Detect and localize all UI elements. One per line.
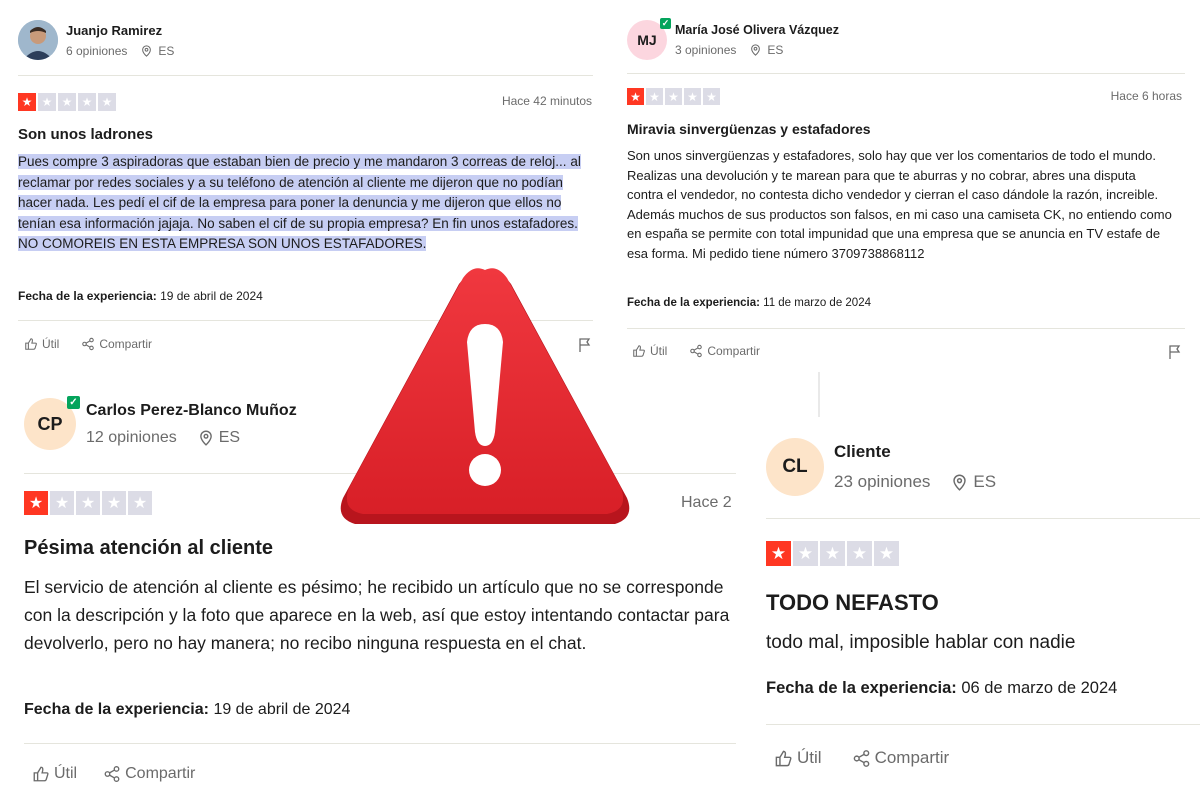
review-body-text: Pues compre 3 aspiradoras que estaban bien de precio y me mandaron 3 correas de reloj... al reclamar por redes sociales y a su teléfono de atención al cliente me dijeron que no podían hacer nada. Les pedí el cif de la empresa para poner la denuncia y me dijeron que ellos no tenían esa información jajaja. No saben el cif de su propia empresa? En fin unos estafadores. NO COMOREIS EN ESTA EMPRESA SON UNOS ESTAFADORES. (18, 154, 581, 251)
share-button[interactable] (103, 765, 195, 783)
opinion-count: 12 opiniones (86, 428, 177, 446)
star-icon: ★ (665, 88, 682, 105)
flag-icon[interactable] (1168, 344, 1182, 360)
opinion-count: 6 opiniones (66, 43, 128, 58)
experience-date-label: Fecha de la experiencia: (766, 679, 957, 697)
avatar-photo[interactable] (18, 20, 58, 60)
divider (18, 75, 593, 76)
thumbs-up-icon (32, 765, 50, 783)
thumbs-up-icon (774, 749, 793, 768)
reviewer-name[interactable]: María José Olivera Vázquez (675, 23, 839, 37)
review-title[interactable]: Miravia sinvergüenzas y estafadores (627, 121, 871, 137)
panel-divider (818, 372, 820, 417)
experience-date (24, 701, 350, 719)
country-code: ES (158, 43, 175, 58)
opinion-count: 3 opiniones (675, 43, 737, 57)
divider (24, 743, 736, 744)
share-button[interactable] (852, 748, 950, 768)
experience-date-value: 06 de marzo de 2024 (961, 679, 1118, 697)
verified-check-icon: ✓ (661, 18, 670, 28)
star-icon: ★ (18, 93, 36, 111)
country-code: ES (973, 472, 997, 491)
star-rating (627, 88, 720, 105)
star-rating (18, 93, 116, 111)
divider (627, 328, 1185, 329)
location-pin-icon (141, 45, 152, 57)
review-time: Hace 42 minutos (501, 94, 592, 108)
review-card-2 (612, 0, 1200, 378)
experience-date-label: Fecha de la experiencia: (627, 297, 760, 309)
useful-label: Útil (650, 344, 668, 358)
useful-label: Útil (42, 337, 60, 351)
location-pin-icon (952, 474, 967, 491)
share-label: Compartir (707, 344, 761, 358)
star-icon: ★ (847, 541, 872, 566)
opinion-count: 23 opiniones (834, 472, 931, 491)
review-card-4 (752, 418, 1200, 800)
star-icon: ★ (627, 88, 644, 105)
divider (627, 73, 1185, 74)
experience-date (627, 297, 871, 309)
useful-label: Útil (54, 765, 78, 782)
star-icon: ★ (24, 491, 48, 515)
star-rating (24, 491, 152, 515)
review-body: todo mal, imposible hablar con nadie (766, 632, 1076, 653)
share-icon (81, 337, 95, 351)
country-code: ES (218, 428, 241, 446)
experience-date-label: Fecha de la experiencia: (18, 289, 157, 303)
share-icon (103, 765, 121, 783)
avatar-initials-text: CP (37, 413, 63, 434)
location-pin-icon (750, 44, 761, 56)
star-icon: ★ (766, 541, 791, 566)
experience-date-value: 19 de abril de 2024 (160, 289, 263, 303)
useful-button[interactable] (632, 344, 667, 358)
useful-button[interactable] (24, 337, 59, 351)
star-icon: ★ (98, 93, 116, 111)
star-icon: ★ (684, 88, 701, 105)
share-icon (852, 749, 871, 768)
review-title[interactable]: Pésima atención al cliente (24, 537, 273, 559)
experience-date-value: 19 de abril de 2024 (213, 701, 351, 718)
thumbs-up-icon (24, 337, 38, 351)
experience-date-label: Fecha de la experiencia: (24, 701, 209, 718)
share-label: Compartir (874, 748, 950, 767)
divider (766, 724, 1200, 725)
review-body: El servicio de atención al cliente es pésimo; he recibido un artículo que no se corresponde con la descripción y la foto que aparece en la web, así que estoy intentando contactar para devolverlo, pero no hay manera; no recibo ninguna respuesta en el chat. (24, 577, 730, 653)
star-icon: ★ (874, 541, 899, 566)
star-icon: ★ (38, 93, 56, 111)
star-icon: ★ (58, 93, 76, 111)
avatar-initials[interactable] (766, 438, 824, 496)
verified-check-icon: ✓ (67, 396, 80, 409)
review-time: Hace 2 (681, 494, 732, 511)
review-body: Son unos sinvergüenzas y estafadores, solo hay que ver los comentarios de todo el mundo. Realizas una devolución y te marean para que te aburras y no cobrar, abres una disputa contra el vendedor, no contesta dicho vendedor y cierran el caso dándole la razón, increible. Además muchos de sus productos son falsos, en mi caso una camiseta CK, no entiendo como en españa se permite con total impunidad que una empresa que se anuncia en TV estafe de esa forma. Mi pedido tiene número 3709738868112 (627, 148, 1172, 261)
divider (766, 518, 1200, 519)
avatar-initials[interactable] (627, 18, 670, 60)
location-pin-icon (199, 430, 213, 446)
star-icon: ★ (820, 541, 845, 566)
useful-button[interactable] (774, 748, 822, 768)
star-icon: ★ (102, 491, 126, 515)
experience-date (18, 289, 263, 303)
experience-date (766, 679, 1117, 698)
warning-triangle-icon (335, 262, 635, 540)
useful-button[interactable] (32, 765, 77, 783)
reviewer-name[interactable]: Carlos Perez-Blanco Muñoz (86, 401, 297, 419)
star-icon: ★ (50, 491, 74, 515)
avatar-initials[interactable] (24, 398, 76, 450)
review-title[interactable]: TODO NEFASTO (766, 590, 939, 615)
reviewer-name[interactable]: Cliente (834, 442, 891, 461)
share-label: Compartir (125, 765, 196, 782)
review-title[interactable]: Son unos ladrones (18, 126, 154, 143)
star-icon: ★ (646, 88, 663, 105)
star-icon: ★ (76, 491, 100, 515)
avatar-initials-text: CL (782, 456, 808, 477)
star-icon: ★ (128, 491, 152, 515)
star-icon: ★ (793, 541, 818, 566)
share-button[interactable] (689, 344, 760, 358)
experience-date-value: 11 de marzo de 2024 (763, 297, 871, 309)
share-label: Compartir (99, 337, 153, 351)
share-button[interactable] (81, 337, 152, 351)
reviewer-name[interactable]: Juanjo Ramirez (66, 22, 163, 38)
review-time: Hace 6 horas (1110, 89, 1182, 103)
star-rating (766, 541, 899, 566)
share-icon (689, 344, 703, 358)
avatar-initials-text: MJ (637, 32, 657, 48)
review-body (18, 152, 590, 255)
star-icon: ★ (703, 88, 720, 105)
star-icon: ★ (78, 93, 96, 111)
country-code: ES (767, 43, 784, 57)
useful-label: Útil (797, 748, 822, 767)
